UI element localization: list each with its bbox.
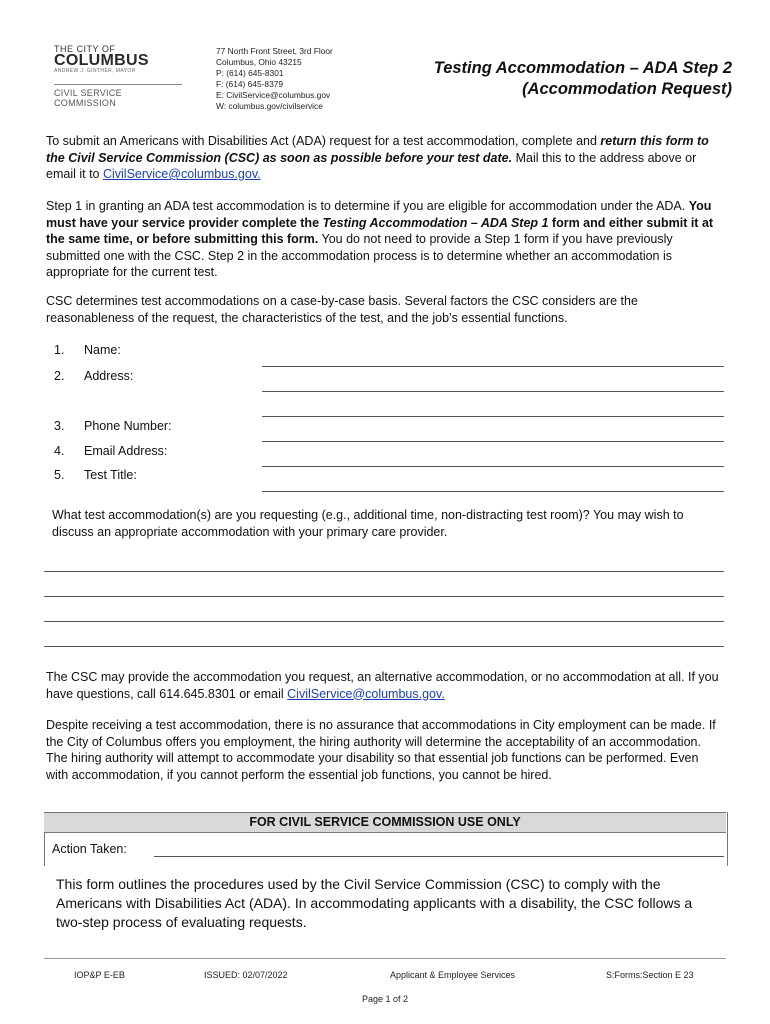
step1-bold-2: form and either submit it at the same time, or before submitting this form. bbox=[46, 215, 714, 246]
provide-email-link[interactable]: CivilService@columbus.gov. bbox=[287, 686, 445, 701]
accommodation-question: What test accommodation(s) are you requesting (e.g., additional time, non-distracting test room)? You may wish to discuss an appropriate accommodation with your primary care provider. bbox=[52, 508, 684, 539]
city-logo bbox=[54, 44, 186, 108]
intro-paragraph bbox=[46, 133, 724, 183]
provide-paragraph bbox=[46, 669, 724, 702]
step1-text: Step 1 in granting an ADA test accommodation is to determine if you are eligible for accommodation under the ADA. bbox=[46, 199, 689, 213]
form-title-line1: Testing Accommodation – ADA Step 2 bbox=[433, 59, 732, 77]
intro-bold: return this form to the Civil Service Commission (CSC) as soon as possible before your test date. bbox=[46, 134, 709, 165]
logo-commission: CIVIL SERVICE COMMISSION bbox=[54, 88, 122, 108]
logo-divider bbox=[54, 84, 182, 85]
field-label-name: Name: bbox=[84, 343, 121, 357]
page-number: Page 1 of 2 bbox=[361, 994, 409, 1004]
step1-form-name: Testing Accommodation – ADA Step 1 bbox=[322, 215, 549, 230]
field-number: 5. bbox=[54, 468, 65, 482]
intro-text: To submit an Americans with Disabilities Act (ADA) request for a test accommodation, complete and bbox=[46, 134, 601, 148]
office-use-banner: FOR CIVIL SERVICE COMMISSION USE ONLY bbox=[44, 812, 726, 833]
accommodation-input-line-1[interactable] bbox=[44, 571, 724, 572]
address-phone: P: (614) 645-8301 bbox=[216, 68, 284, 78]
accommodation-input-line-4[interactable] bbox=[44, 646, 724, 647]
accommodation-input-line-2[interactable] bbox=[44, 596, 724, 597]
intro-text-2: Mail this to the address above or email it to bbox=[46, 150, 697, 181]
address-fax: F: (614) 645-8379 bbox=[216, 79, 284, 89]
name-input-line[interactable] bbox=[262, 366, 724, 367]
factors-paragraph: CSC determines test accommodations on a case-by-case basis. Several factors the CSC considers are the reasonableness of the request, the characteristics of the test, and the job’s essential functions. bbox=[46, 294, 638, 325]
field-label-test-title: Test Title: bbox=[84, 468, 137, 482]
closing-statement: This form outlines the procedures used by the Civil Service Commission (CSC) to comply with the Americans with Disabilities Act (ADA). In accommodating applicants with a disability, the CSC follows a two-step process of evaluating requests. bbox=[56, 876, 693, 930]
form-title-line2: (Accommodation Request) bbox=[522, 80, 732, 98]
intro-email-link[interactable]: CivilService@columbus.gov. bbox=[102, 167, 261, 181]
logo-city-of: THE CITY OF bbox=[54, 44, 116, 54]
field-label-email: Email Address: bbox=[84, 444, 168, 458]
footer-department: Applicant & Employee Services bbox=[390, 970, 516, 980]
address-email: E: CivilService@columbus.gov bbox=[216, 90, 331, 100]
address-street: 77 North Front Street, 3rd Floor bbox=[216, 46, 333, 56]
address-web: W: columbus.gov/civilservice bbox=[216, 101, 323, 111]
step1-text-2: You do not need to provide a Step 1 form if you have previously submitted one with the CSC. Step 2 in the accommodation process is to determine whether an accommodation is appropriate for the current test. bbox=[46, 232, 673, 279]
form-title bbox=[380, 58, 732, 100]
footer-form-code: IOP&P E-EB bbox=[74, 970, 125, 980]
field-number: 3. bbox=[54, 419, 65, 433]
logo-mayor: ANDREW J. GINTHER, MAYOR bbox=[54, 68, 136, 74]
address-block bbox=[216, 46, 376, 112]
logo-columbus: COLUMBUS bbox=[54, 52, 149, 69]
step1-paragraph bbox=[46, 198, 724, 281]
field-number: 1. bbox=[54, 343, 65, 357]
field-number: 4. bbox=[54, 444, 65, 458]
footer-issued-date: ISSUED: 02/07/2022 bbox=[204, 970, 288, 980]
address-input-line-1[interactable] bbox=[262, 391, 724, 392]
footer-section: S:Forms:Section E 23 bbox=[606, 970, 694, 980]
field-label-phone: Phone Number: bbox=[84, 419, 172, 433]
address-input-line-2[interactable] bbox=[262, 416, 724, 417]
accommodation-input-line-3[interactable] bbox=[44, 621, 724, 622]
step1-bold: You must have your service provider complete the bbox=[46, 199, 712, 230]
action-taken-label: Action Taken: bbox=[52, 842, 127, 856]
phone-input-line[interactable] bbox=[262, 441, 724, 442]
action-taken-input-line[interactable] bbox=[154, 856, 724, 857]
test-title-input-line[interactable] bbox=[262, 491, 724, 492]
field-label-address: Address: bbox=[84, 369, 134, 383]
provide-text: The CSC may provide the accommodation you request, an alternative accommodation, or no accommodation at all. If you have questions, call 614.645.8301 or email bbox=[46, 670, 719, 701]
field-number: 2. bbox=[54, 369, 65, 383]
footer-rule bbox=[44, 958, 726, 959]
disclaimer-paragraph: Despite receiving a test accommodation, there is no assurance that accommodations in City employment can be made. If the City of Columbus offers you employment, the hiring authority will determine the acceptability of an accommodation. The hiring authority will attempt to accommodate your disability so that essential job functions can be performed. Even with accommodation, if you cannot perform the essential job functions, you cannot be hired. bbox=[46, 718, 716, 782]
address-city: Columbus, Ohio 43215 bbox=[216, 57, 302, 67]
email-input-line[interactable] bbox=[262, 466, 724, 467]
